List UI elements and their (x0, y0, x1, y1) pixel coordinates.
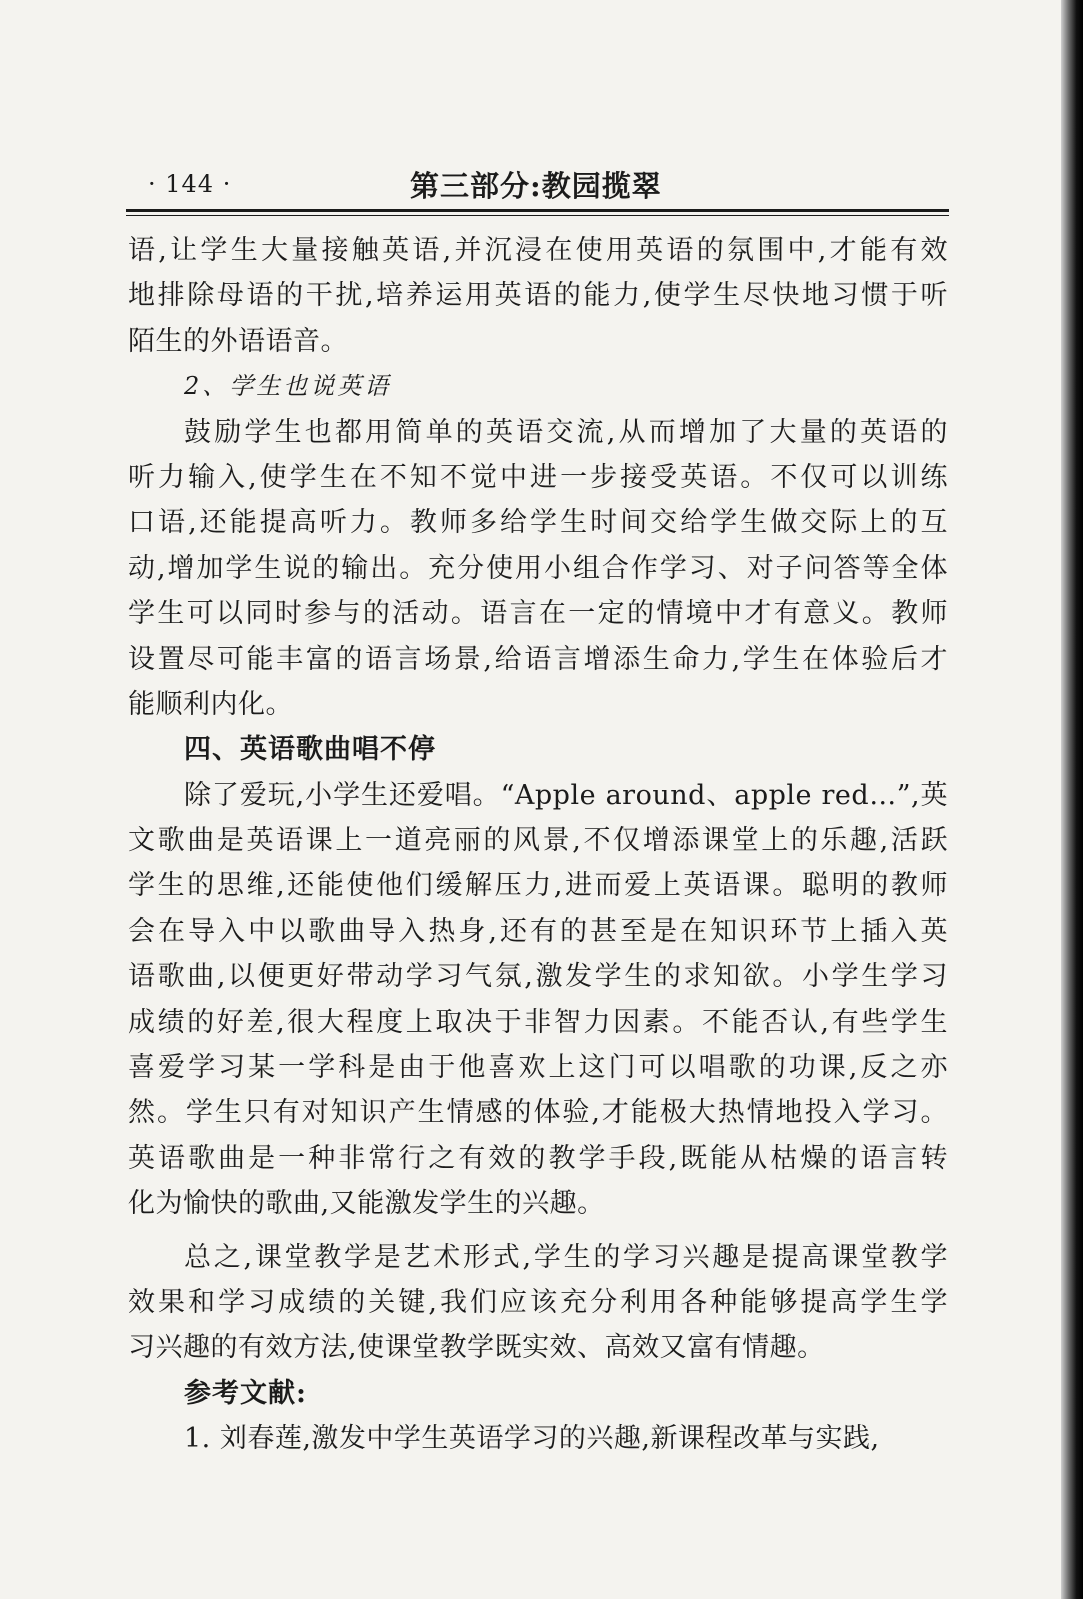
text-line: 成绩的好差,很大程度上取决于非智力因素。不能否认,有些学生 (128, 1006, 948, 1038)
text-line: 化为愉快的歌曲,又能激发学生的兴趣。 (128, 1188, 605, 1220)
body-text (128, 228, 948, 1462)
text-line: 英语歌曲是一种非常行之有效的教学手段,既能从枯燥的语言转 (128, 1142, 948, 1174)
text-line: 语歌曲,以便更好带动学习气氛,激发学生的求知欲。小学生学习 (128, 961, 948, 993)
text-line: 动,增加学生说的输出。充分使用小组合作学习、对子问答等全体 (128, 552, 948, 584)
paragraph-gap (128, 1227, 948, 1235)
page-header (128, 162, 948, 208)
text-line: 效果和学习成绩的关键,我们应该充分利用各种能够提高学生学 (128, 1286, 948, 1318)
text-line: 设置尽可能丰富的语言场景,给语言增添生命力,学生在体验后才 (128, 643, 948, 675)
text-line: 习兴趣的有效方法,使课堂教学既实效、高效又富有情趣。 (128, 1332, 825, 1364)
header-rule-thick (126, 209, 949, 212)
text-line: 文歌曲是英语课上一道亮丽的风景,不仅增添课堂上的乐趣,活跃 (128, 825, 948, 857)
text-line: 学生的思维,还能使他们缓解压力,进而爱上英语课。聪明的教师 (128, 870, 948, 902)
references-heading: 参考文献: (184, 1377, 307, 1409)
section-4-heading: 四、英语歌曲唱不停 (184, 734, 436, 766)
section-2-paragraph (128, 410, 948, 728)
text-line: 语,让学生大量接触英语,并沉浸在使用英语的氛围中,才能有效 (128, 235, 948, 266)
conclusion-paragraph (128, 1235, 948, 1371)
text-line: 学生可以同时参与的活动。语言在一定的情境中才有意义。教师 (128, 598, 948, 630)
text-line: 会在导入中以歌曲导入热身,还有的甚至是在知识环节上插入英 (128, 915, 948, 947)
running-title: 第三部分:教园揽翠 (410, 169, 662, 203)
text-line: 地排除母语的干扰,培养运用英语的能力,使学生尽快地习惯于听 (128, 280, 948, 312)
page-number: · 144 · (148, 170, 232, 198)
text-line: 口语,还能提高听力。教师多给学生时间交给学生做交际上的互 (128, 507, 948, 539)
text-line: 除了爱玩,小学生还爱唱。“Apple around、apple red…”,英 (184, 779, 948, 811)
text-line: 鼓励学生也都用简单的英语交流,从而增加了大量的英语的 (184, 416, 948, 448)
text-line: 总之,课堂教学是艺术形式,学生的学习兴趣是提高课堂教学 (184, 1241, 948, 1273)
scan-edge (1061, 0, 1083, 1599)
intro-paragraph (128, 228, 948, 364)
text-line: 能顺利内化。 (128, 688, 293, 720)
section-2-heading: 2、学生也说英语 (184, 372, 392, 401)
header-rule-thin (126, 215, 949, 216)
text-line: 然。学生只有对知识产生情感的体验,才能极大热情地投入学习。 (128, 1097, 948, 1129)
text-line: 听力输入,使学生在不知不觉中进一步接受英语。不仅可以训练 (128, 461, 948, 493)
text-line: 陌生的外语语音。 (128, 325, 348, 357)
reference-item: 1. 刘春莲,激发中学生英语学习的兴趣,新课程改革与实践, (184, 1423, 880, 1455)
section-4-paragraph (128, 773, 948, 1227)
text-line: 喜爱学习某一学科是由于他喜欢上这门可以唱歌的功课,反之亦 (128, 1052, 948, 1084)
